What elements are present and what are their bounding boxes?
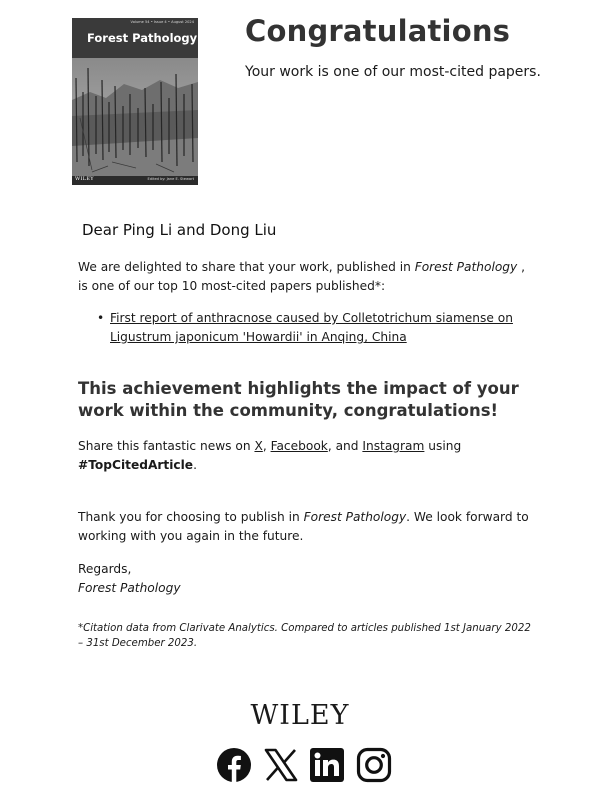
intro-paragraph (78, 258, 538, 296)
x-icon[interactable] (263, 747, 299, 783)
share-text-end: . (193, 458, 197, 472)
thanks-text-end: . We look forward to working with you again in the future. (78, 510, 529, 543)
bullet-icon: • (97, 311, 105, 325)
share-separator: , and (327, 439, 363, 453)
highlight-heading: This achievement highlights the impact of your work within the community, congratulations! (78, 379, 519, 420)
list-item (78, 309, 518, 347)
wiley-logo: WILEY (250, 700, 350, 731)
greeting: Dear Ping Li and Dong Liu (82, 221, 277, 239)
headline: Congratulations (245, 14, 511, 48)
cover-photo (72, 58, 198, 176)
cover-volume-line: Volume 54 • Issue 4 • August 2024 (130, 20, 194, 24)
cover-editor-line: Edited by: Jane E. Stewart (147, 177, 194, 181)
facebook-link[interactable]: Facebook (270, 439, 328, 453)
social-icons (216, 746, 392, 784)
signoff-journal-name: Forest Pathology (78, 581, 181, 595)
regards-text: Regards, (78, 562, 132, 576)
share-text: Share this fantastic news on (78, 439, 255, 453)
signoff (78, 560, 378, 598)
cover-publisher: WILEY (75, 176, 94, 182)
share-separator: , (262, 439, 271, 453)
x-link[interactable]: X (254, 439, 263, 453)
paper-list (78, 309, 518, 347)
intro-journal-name: Forest Pathology (414, 260, 518, 274)
intro-text: We are delighted to share that your work, published in (78, 260, 415, 274)
hashtag: #TopCitedArticle (78, 458, 194, 472)
instagram-icon[interactable] (356, 747, 392, 783)
thanks-paragraph (78, 508, 548, 546)
linkedin-icon[interactable] (309, 747, 345, 783)
share-paragraph (78, 437, 558, 475)
intro-text-end: , is one of our top 10 most-cited papers published*: (78, 260, 525, 293)
share-text: using (424, 439, 462, 453)
cover-title: Forest Pathology (87, 31, 198, 45)
facebook-icon[interactable] (216, 747, 252, 783)
thanks-journal-name: Forest Pathology (303, 510, 407, 524)
instagram-link[interactable]: Instagram (362, 439, 425, 453)
thanks-text: Thank you for choosing to publish in (78, 510, 304, 524)
journal-cover (72, 18, 198, 185)
subheadline: Your work is one of our most-cited papers. (245, 64, 541, 80)
citation-footnote: *Citation data from Clarivate Analytics. Compared to articles published 1st January 2022 – 31st December 2023. (78, 623, 531, 649)
paper-link[interactable]: First report of anthracnose caused by Colletotrichum siamense on Ligustrum japonicum 'Howardii' in Anqing, China (110, 311, 513, 344)
